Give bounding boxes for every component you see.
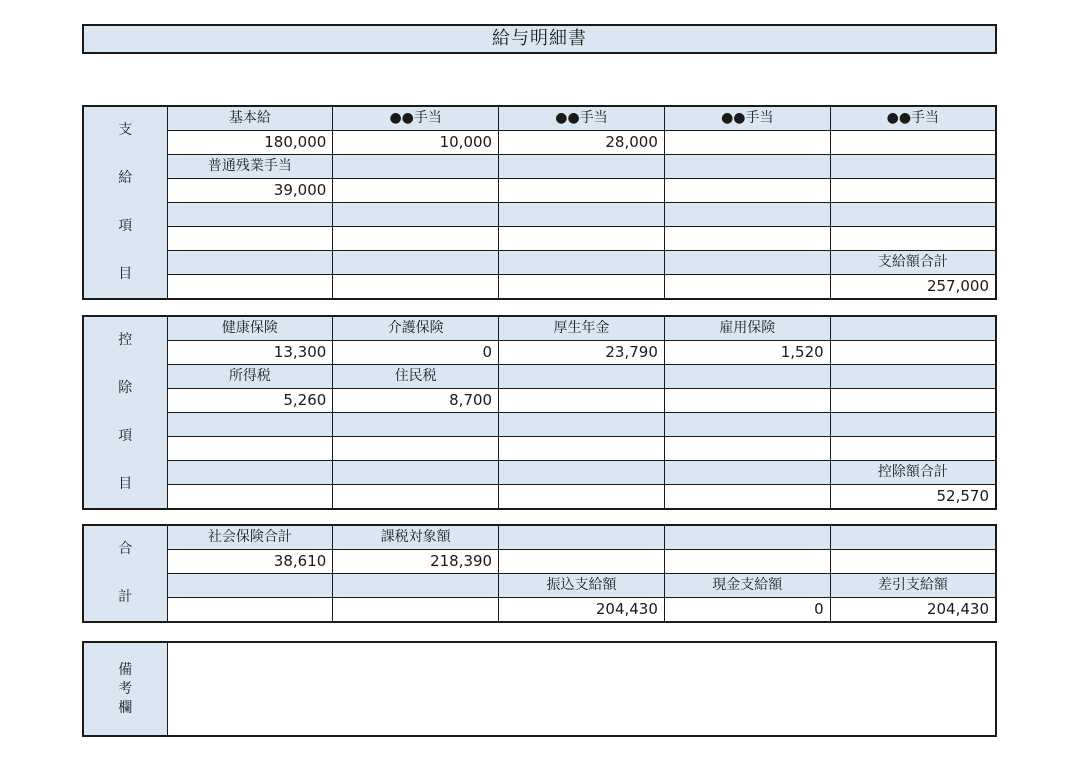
item-label: [499, 155, 665, 179]
side-char: 項: [118, 427, 133, 444]
side-char: 合: [118, 541, 133, 558]
item-value: [499, 275, 665, 300]
side-char: 項: [118, 217, 133, 234]
item-label: ●●手当: [830, 106, 996, 131]
item-value: [664, 437, 830, 461]
item-label: [664, 365, 830, 389]
side-char: 目: [118, 265, 133, 282]
totals-table: [82, 524, 997, 623]
item-value: [499, 389, 665, 413]
item-value: [499, 485, 665, 510]
item-label: [664, 461, 830, 485]
totals-header-row: [83, 525, 996, 550]
total-payment-label: 支給額合計: [830, 251, 996, 275]
total-deduction-value: 52,570: [830, 485, 996, 510]
item-value: [830, 550, 996, 574]
item-value: 1,520: [664, 341, 830, 365]
item-label: [167, 251, 333, 275]
side-char: 支: [118, 122, 133, 139]
item-value: [664, 485, 830, 510]
item-value: [499, 437, 665, 461]
remarks-table: [82, 641, 997, 737]
item-label: [830, 316, 996, 341]
deduction-header-row: [83, 413, 996, 437]
item-label: [830, 525, 996, 550]
item-value: [664, 131, 830, 155]
net-pay-label: 差引支給額: [830, 574, 996, 598]
item-value: [167, 598, 333, 623]
item-label: [333, 574, 499, 598]
item-value: [830, 389, 996, 413]
item-label: [333, 155, 499, 179]
deduction-header-row: [83, 316, 996, 341]
item-label: 厚生年金: [499, 316, 665, 341]
item-value: 5,260: [167, 389, 333, 413]
item-value: [664, 550, 830, 574]
item-value: [664, 227, 830, 251]
item-label: [664, 413, 830, 437]
deduction-items-table: [82, 315, 997, 510]
item-label: [830, 155, 996, 179]
side-char: 計: [118, 588, 133, 605]
totals-section-label: [83, 525, 167, 622]
side-char: 目: [118, 475, 133, 492]
payment-value-row: [83, 131, 996, 155]
deduction-header-row: [83, 365, 996, 389]
item-value: [333, 227, 499, 251]
remarks-char: 欄: [118, 699, 133, 716]
payment-header-row: [83, 106, 996, 131]
deduction-header-row: [83, 461, 996, 485]
cash-pay-label: 現金支給額: [664, 574, 830, 598]
item-value: [333, 437, 499, 461]
item-value: 218,390: [333, 550, 499, 574]
item-label: 普通残業手当: [167, 155, 333, 179]
item-value: [333, 275, 499, 300]
payment-header-row: [83, 155, 996, 179]
item-label: 基本給: [167, 106, 333, 131]
item-label: 健康保険: [167, 316, 333, 341]
item-value: [167, 485, 333, 510]
item-value: [167, 437, 333, 461]
item-label: ●●手当: [499, 106, 665, 131]
item-value: [664, 179, 830, 203]
totals-value-row: [83, 550, 996, 574]
item-label: [333, 251, 499, 275]
item-label: [167, 413, 333, 437]
item-label: ●●手当: [333, 106, 499, 131]
item-label: 住民税: [333, 365, 499, 389]
deduction-value-row: [83, 341, 996, 365]
item-value: [830, 437, 996, 461]
total-payment-value: 257,000: [830, 275, 996, 300]
item-label: 社会保険合計: [167, 525, 333, 550]
item-label: [830, 365, 996, 389]
item-value: 28,000: [499, 131, 665, 155]
item-label: [499, 203, 665, 227]
item-label: 課税対象額: [333, 525, 499, 550]
item-value: [830, 341, 996, 365]
document-title: 給与明細書: [82, 24, 997, 54]
payment-header-row: [83, 203, 996, 227]
totals-header-row: [83, 574, 996, 598]
item-value: [664, 275, 830, 300]
item-label: [499, 365, 665, 389]
item-value: [167, 227, 333, 251]
item-label: [499, 461, 665, 485]
deduction-value-row: [83, 485, 996, 510]
item-value: 0: [333, 341, 499, 365]
item-label: ●●手当: [664, 106, 830, 131]
item-label: [499, 525, 665, 550]
item-value: 180,000: [167, 131, 333, 155]
payment-value-row: [83, 227, 996, 251]
item-label: [167, 203, 333, 227]
item-label: [664, 251, 830, 275]
item-label: [830, 413, 996, 437]
remarks-label: [83, 642, 167, 736]
item-value: 38,610: [167, 550, 333, 574]
item-label: 介護保険: [333, 316, 499, 341]
remarks-char: 考: [118, 680, 133, 697]
item-label: 所得税: [167, 365, 333, 389]
payment-value-row: [83, 275, 996, 300]
item-value: [333, 485, 499, 510]
item-value: [830, 131, 996, 155]
transfer-pay-label: 振込支給額: [499, 574, 665, 598]
item-label: [830, 203, 996, 227]
item-label: [333, 203, 499, 227]
item-label: [333, 461, 499, 485]
payment-section-label: [83, 106, 167, 299]
item-value: [333, 598, 499, 623]
item-label: [499, 413, 665, 437]
item-label: [167, 461, 333, 485]
item-label: [167, 574, 333, 598]
deduction-value-row: [83, 389, 996, 413]
side-char: 除: [118, 380, 133, 397]
item-value: 8,700: [333, 389, 499, 413]
item-value: [167, 275, 333, 300]
item-label: 雇用保険: [664, 316, 830, 341]
item-value: 10,000: [333, 131, 499, 155]
item-value: [333, 179, 499, 203]
side-char: 控: [118, 332, 133, 349]
item-value: [499, 179, 665, 203]
item-label: [499, 251, 665, 275]
remarks-row: [83, 642, 996, 736]
item-value: [664, 389, 830, 413]
item-value: [830, 227, 996, 251]
payment-header-row: [83, 251, 996, 275]
item-value: 39,000: [167, 179, 333, 203]
item-value: 23,790: [499, 341, 665, 365]
remarks-content[interactable]: [167, 642, 996, 736]
item-label: [664, 203, 830, 227]
payment-items-table: [82, 105, 997, 300]
net-pay-value: 204,430: [830, 598, 996, 623]
remarks-char: 備: [118, 661, 133, 678]
side-char: 給: [118, 170, 133, 187]
totals-value-row: [83, 598, 996, 623]
deduction-value-row: [83, 437, 996, 461]
total-deduction-label: 控除額合計: [830, 461, 996, 485]
item-value: [499, 227, 665, 251]
deduction-section-label: [83, 316, 167, 509]
item-label: [664, 155, 830, 179]
item-label: [664, 525, 830, 550]
cash-pay-value: 0: [664, 598, 830, 623]
transfer-pay-value: 204,430: [499, 598, 665, 623]
item-value: [499, 550, 665, 574]
item-label: [333, 413, 499, 437]
payment-value-row: [83, 179, 996, 203]
item-value: 13,300: [167, 341, 333, 365]
item-value: [830, 179, 996, 203]
